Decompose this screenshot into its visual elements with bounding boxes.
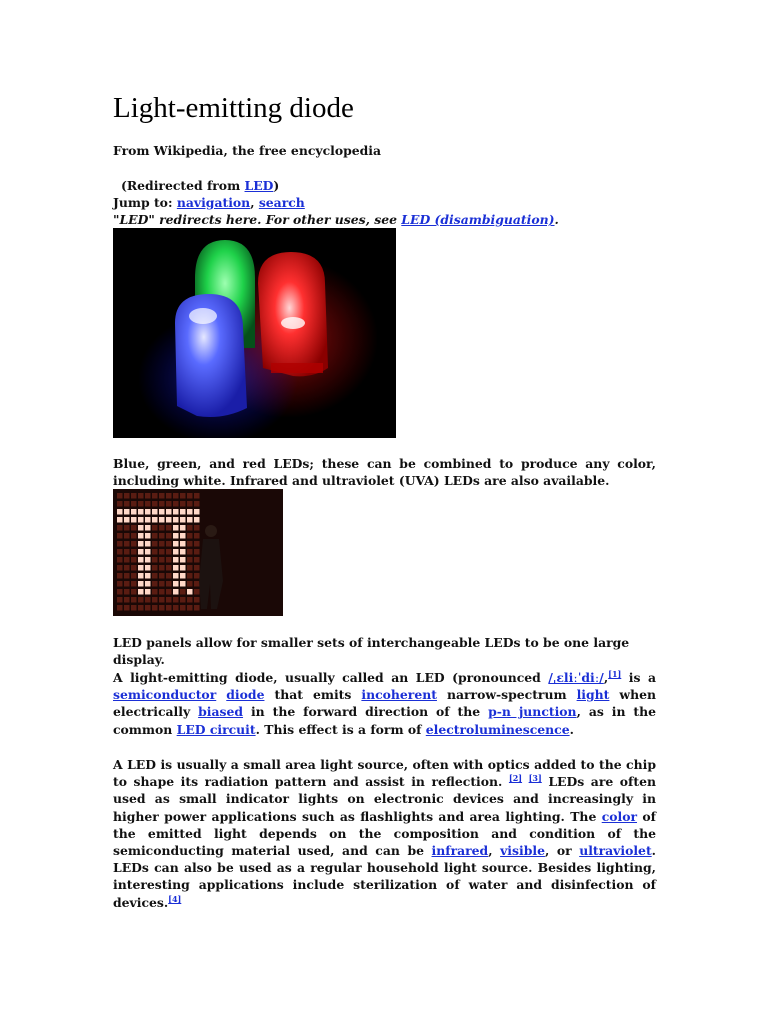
led-panel-cell [166, 549, 172, 555]
hatnote-text: "LED" redirects here. For other uses, see [113, 212, 402, 227]
led-panel-cell [145, 573, 151, 579]
led-panel-cell [173, 597, 179, 603]
led-panel-cell [194, 557, 200, 563]
incoherent-link[interactable]: incoherent [361, 687, 437, 703]
led-panel-cell [145, 589, 151, 595]
led-panel-cell [117, 541, 123, 547]
leds-caption: Blue, green, and red LEDs; these can be combined to produce any color, including white. Infrared and ultraviolet (UVA) LEDs are also available. [113, 456, 656, 489]
intro-paragraph [113, 669, 656, 738]
infrared-link[interactable]: infrared [431, 843, 489, 859]
led-panel-cell [166, 573, 172, 579]
led-panel-cell [194, 525, 200, 531]
led-panel-cell [166, 557, 172, 563]
led-panel-cell [187, 549, 193, 555]
led-panel-cell [180, 509, 186, 515]
led-panel-cell [138, 525, 144, 531]
led-panel-cell [117, 501, 123, 507]
led-panel-cell [187, 565, 193, 571]
led-panel-cell [145, 501, 151, 507]
text: of the emitted light depends on the composition and condition of the semiconducting material used, and can be [113, 808, 656, 859]
led-panel-cell [173, 501, 179, 507]
led-panel-cell [187, 573, 193, 579]
led-panel-cell [152, 517, 158, 523]
led-panel-cell [145, 525, 151, 531]
led-panel-cell [159, 533, 165, 539]
led-panel-cell [117, 581, 123, 587]
led-panel-cell [124, 589, 130, 595]
led-panel-cell [194, 509, 200, 515]
text: , [488, 843, 501, 859]
led-panel-cell [194, 541, 200, 547]
semiconductor-link[interactable]: semiconductor [113, 687, 217, 703]
led-panel-cell [180, 549, 186, 555]
led-panel-cell [194, 533, 200, 539]
led-panel-cell [194, 581, 200, 587]
led-panel-cell [117, 573, 123, 579]
led-panel-cell [180, 573, 186, 579]
text: that emits [264, 687, 362, 703]
led-panel-cell [187, 581, 193, 587]
led-panel-cell [138, 509, 144, 515]
led-panel-cell [166, 501, 172, 507]
led-panel-cell [131, 533, 137, 539]
panel-caption: LED panels allow for smaller sets of interchangeable LEDs to be one large display. [113, 635, 630, 668]
led-panel-cell [117, 597, 123, 603]
led-panel-cell [117, 517, 123, 523]
led-panel-cell [187, 589, 193, 595]
led-panel-cell [166, 509, 172, 515]
led-panel-cell [159, 605, 165, 611]
led-panel-cell [124, 541, 130, 547]
led-panel-cell [166, 597, 172, 603]
electroluminescence-link[interactable]: electroluminescence [425, 721, 570, 737]
led-panel-cell [173, 565, 179, 571]
led-panel-cell [124, 517, 130, 523]
led-panel-cell [145, 597, 151, 603]
led-panel-cell [159, 565, 165, 571]
visible-link[interactable]: visible [500, 843, 545, 859]
led-panel-cell [159, 549, 165, 555]
led-panel-cell [159, 581, 165, 587]
led-panel-cell [173, 589, 179, 595]
page-title: Light-emitting diode [113, 92, 354, 124]
led-panel-cell [180, 493, 186, 499]
text: narrow-spectrum [436, 687, 577, 703]
led-panel-cell [187, 597, 193, 603]
led-panel-cell [166, 517, 172, 523]
text: , [603, 670, 609, 685]
tagline: From Wikipedia, the free encyclopedia [113, 143, 382, 158]
led-panel-cell [166, 581, 172, 587]
led-panel-cell [159, 589, 165, 595]
led-panel-cell [131, 493, 137, 499]
led-panel-cell [173, 493, 179, 499]
led-panel-cell [131, 573, 137, 579]
led-panel-cell [124, 533, 130, 539]
led-panel-cell [117, 557, 123, 563]
led-panel-cell [194, 597, 200, 603]
led-panel-cell [138, 573, 144, 579]
color-link[interactable]: color [601, 808, 638, 824]
led-panel-cell [194, 589, 200, 595]
text: A LED is usually a small area light source, often with optics added to the chip to shape its radiation pattern and assist in reflection. [113, 757, 656, 790]
jump-separator: , [250, 195, 259, 210]
text: , or [544, 843, 580, 859]
led-panel-cell [124, 509, 130, 515]
led-panel-cell [131, 589, 137, 595]
pronunciation-link[interactable]: /ˌɛliːˈdiː/ [548, 670, 604, 685]
led-panel-cell [138, 533, 144, 539]
led-panel-cell [166, 589, 172, 595]
led-panel-cell [187, 501, 193, 507]
led-panel-cell [180, 517, 186, 523]
led-panel-cell [138, 493, 144, 499]
led-panel-cell [131, 517, 137, 523]
led-panel-cell [194, 501, 200, 507]
led-panel-cell [124, 581, 130, 587]
led-panel-cell [145, 581, 151, 587]
led-panel-cell [124, 557, 130, 563]
led-panel-cell [145, 533, 151, 539]
led-panel-cell [194, 549, 200, 555]
led-panel-cell [131, 509, 137, 515]
led-panel-cell [124, 549, 130, 555]
led-panel-cell [152, 581, 158, 587]
led-panel-cell [131, 501, 137, 507]
text: in the forward direction of the [243, 704, 489, 720]
led-panel-cell [180, 541, 186, 547]
led-panel-cell [180, 525, 186, 531]
ref-3-link[interactable]: [3] [528, 773, 542, 784]
led-panel-cell [166, 565, 172, 571]
led-panel-cell [117, 549, 123, 555]
led-panel-cell [173, 557, 179, 563]
led-panel-cell [152, 557, 158, 563]
led-panel-cell [180, 589, 186, 595]
led-panel-cell [117, 565, 123, 571]
led-panel-cell [138, 517, 144, 523]
biased-link[interactable]: biased [198, 704, 244, 720]
led-panel-cell [131, 549, 137, 555]
led-panel-cell [159, 557, 165, 563]
text: , as in the common [113, 704, 656, 737]
led-panel-cell [173, 541, 179, 547]
led-panel-cell [131, 581, 137, 587]
led-panel-cell [166, 493, 172, 499]
led-panel-cell [152, 509, 158, 515]
body-paragraph [113, 756, 656, 911]
led-panel-cell [138, 597, 144, 603]
led-panel-cell [180, 597, 186, 603]
led-panel-cell [173, 525, 179, 531]
led-panel-cell [152, 573, 158, 579]
disambiguation-link[interactable]: LED (disambiguation) [401, 212, 555, 227]
led-panel-cell [152, 525, 158, 531]
led-panel-cell [173, 533, 179, 539]
led-panel-cell [138, 541, 144, 547]
ref-1-link[interactable]: [1] [608, 668, 622, 679]
led-panel-cell [159, 509, 165, 515]
led-panel-cell [194, 493, 200, 499]
text: . [569, 721, 574, 737]
led-panel-cell [117, 605, 123, 611]
led-panel-cell [138, 549, 144, 555]
led-panel-cell [145, 565, 151, 571]
led-panel-photo[interactable] [113, 489, 283, 616]
led-panel-cell [138, 565, 144, 571]
led-panel-cell [166, 541, 172, 547]
led-panel-cell [124, 501, 130, 507]
led-panel-cell [173, 581, 179, 587]
led-panel-cell [180, 605, 186, 611]
redirect-prefix: (Redirected from [121, 178, 245, 193]
led-panel-cell [152, 493, 158, 499]
led-panel-cell [124, 565, 130, 571]
led-panel-cell [159, 541, 165, 547]
led-panel-cell [152, 605, 158, 611]
led-panel-cell [131, 557, 137, 563]
led-panel-cell [194, 573, 200, 579]
led-panel-cell [159, 493, 165, 499]
led-panel-cell [117, 493, 123, 499]
led-panel-cell [131, 605, 137, 611]
led-panel-cell [173, 573, 179, 579]
led-panel-cell [187, 525, 193, 531]
led-panel-cell [117, 509, 123, 515]
led-panel-cell [131, 541, 137, 547]
led-panel-cell [138, 557, 144, 563]
led-panel-cell [194, 517, 200, 523]
rgb-leds-photo[interactable] [113, 228, 396, 438]
text: A light-emitting diode, usually called an LED (pronounced [113, 670, 549, 685]
led-panel-cell [180, 533, 186, 539]
led-panel-cell [180, 581, 186, 587]
led-panel-cell [180, 557, 186, 563]
diode-link[interactable]: diode [226, 687, 265, 703]
led-panel-cell [138, 501, 144, 507]
led-panel-cell [131, 597, 137, 603]
jump-label: Jump to: [113, 195, 177, 210]
led-panel-cell [173, 517, 179, 523]
led-panel-cell [187, 493, 193, 499]
redirect-suffix: ) [273, 178, 280, 193]
led-panel-cell [152, 589, 158, 595]
text [216, 687, 226, 702]
led-panel-cell [145, 541, 151, 547]
led-panel-cell [159, 597, 165, 603]
led-panel-cell [159, 525, 165, 531]
led-panel-cell [166, 605, 172, 611]
led-panel-cell [138, 581, 144, 587]
led-panel-cell [124, 597, 130, 603]
led-panel-cell [187, 509, 193, 515]
led-panel-cell [145, 493, 151, 499]
text: . LEDs can also be used as a regular household light source. Besides lighting, interesting applications include sterilization of water and disinfection of devices. [113, 843, 656, 910]
led-panel-cell [159, 517, 165, 523]
led-panel-cell [131, 525, 137, 531]
led-panel-cell [187, 533, 193, 539]
led-panel-cell [145, 509, 151, 515]
ultraviolet-link[interactable]: ultraviolet [579, 843, 652, 859]
search-link[interactable]: search [258, 195, 305, 210]
led-panel-cell [166, 533, 172, 539]
led-panel-cell [152, 597, 158, 603]
navigation-link[interactable]: navigation [176, 195, 251, 210]
ref-4-link[interactable]: [4] [168, 893, 182, 904]
redirect-link[interactable]: LED [244, 178, 274, 193]
text: when electrically [113, 687, 656, 720]
jump-links [113, 194, 305, 211]
led-panel-cell [187, 557, 193, 563]
hatnote-end: . [554, 212, 559, 227]
led-panel-cell [124, 525, 130, 531]
led-panel-cell [145, 605, 151, 611]
led-panel-cell [131, 565, 137, 571]
led-circuit-link[interactable]: LED circuit [176, 721, 256, 737]
led-panel-cell [166, 525, 172, 531]
led-panel-cell [145, 557, 151, 563]
led-panel-cell [152, 533, 158, 539]
led-panel-cell [173, 509, 179, 515]
text: . This effect is a form of [255, 721, 426, 737]
redirect-note [121, 177, 279, 194]
light-link[interactable]: light [576, 687, 610, 703]
led-panel-cell [152, 549, 158, 555]
led-panel-cell [117, 533, 123, 539]
led-panel-cell [180, 501, 186, 507]
led-panel-cell [124, 573, 130, 579]
led-panel-cell [138, 589, 144, 595]
led-panel-cell [152, 565, 158, 571]
text: is a [621, 670, 656, 685]
led-panel-cell [159, 573, 165, 579]
led-panel-cell [117, 525, 123, 531]
led-panel-cell [145, 549, 151, 555]
hatnote [113, 211, 559, 228]
text: LEDs are often used as small indicator lights on electronic devices and increasingly in higher power applications such as flashlights and area lighting. The [113, 774, 656, 824]
led-panel-cell [152, 541, 158, 547]
led-panel-cell [194, 605, 200, 611]
led-panel-cell [117, 589, 123, 595]
ref-2-link[interactable]: [2] [508, 773, 523, 784]
led-panel-cell [180, 565, 186, 571]
led-panel-cell [159, 501, 165, 507]
led-panel-cell [187, 517, 193, 523]
led-panel-cell [194, 565, 200, 571]
led-panel-cell [124, 493, 130, 499]
led-panel-cell [173, 605, 179, 611]
led-panel-cell [187, 541, 193, 547]
led-panel-cell [173, 549, 179, 555]
led-panel-cell [124, 605, 130, 611]
led-panel-cell [138, 605, 144, 611]
led-panel-cell [187, 605, 193, 611]
led-panel-cell [145, 517, 151, 523]
pn-junction-link[interactable]: p-n junction [488, 704, 577, 720]
led-panel-cell [152, 501, 158, 507]
